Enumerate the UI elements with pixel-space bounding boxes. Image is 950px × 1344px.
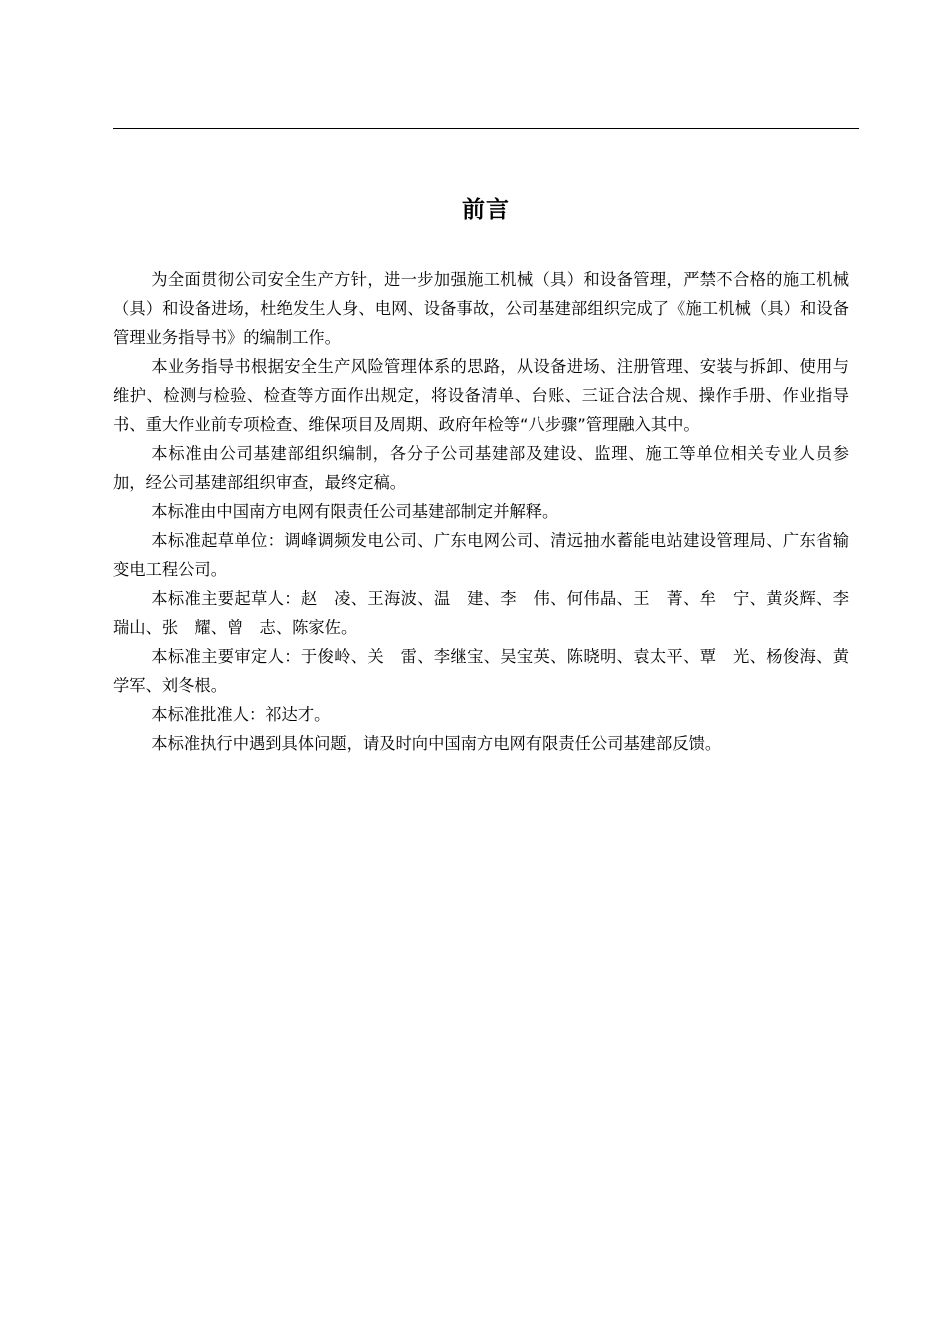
- paragraph-feedback: 本标准执行中遇到具体问题，请及时向中国南方电网有限责任公司基建部反馈。: [151, 734, 722, 753]
- page-title: 前言: [462, 197, 510, 223]
- paragraph-drafting-units: 本标准起草单位：调峰调频发电公司、广东电网公司、清远抽水蓄能电站建设管理局、广东省输变电工程公司。: [113, 531, 849, 579]
- header-rule: [113, 128, 859, 129]
- paragraph-approver: 本标准批准人：祁达才。: [151, 705, 331, 724]
- document-body: [113, 265, 849, 758]
- paragraph-reviewers: 本标准主要审定人：于俊岭、关 雷、李继宝、吴宝英、陈晓明、袁太平、覃 光、杨俊海、黄学军、刘冬根。: [113, 647, 849, 695]
- paragraph-purpose: 为全面贯彻公司安全生产方针，进一步加强施工机械（具）和设备管理，严禁不合格的施工机械（具）和设备进场，杜绝发生人身、电网、设备事故，公司基建部组织完成了《施工机械（具）和设备管理业务指导书》的编制工作。: [113, 270, 849, 347]
- paragraph-scope: 本业务指导书根据安全生产风险管理体系的思路，从设备进场、注册管理、安装与拆卸、使用与维护、检测与检验、检查等方面作出规定，将设备清单、台账、三证合法合规、操作手册、作业指导书、重大作业前专项检查、维保项目及周期、政府年检等“八步骤”管理融入其中。: [113, 357, 849, 434]
- paragraph-compilation: 本标准由公司基建部组织编制，各分子公司基建部及建设、监理、施工等单位相关专业人员参加，经公司基建部组织审查，最终定稿。: [113, 444, 849, 492]
- paragraph-interpretation: 本标准由中国南方电网有限责任公司基建部制定并解释。: [151, 502, 559, 521]
- paragraph-drafters: 本标准主要起草人：赵 凌、王海波、温 建、李 伟、何伟晶、王 菁、牟 宁、黄炎辉、李瑞山、张 耀、曾 志、陈家佐。: [113, 589, 849, 637]
